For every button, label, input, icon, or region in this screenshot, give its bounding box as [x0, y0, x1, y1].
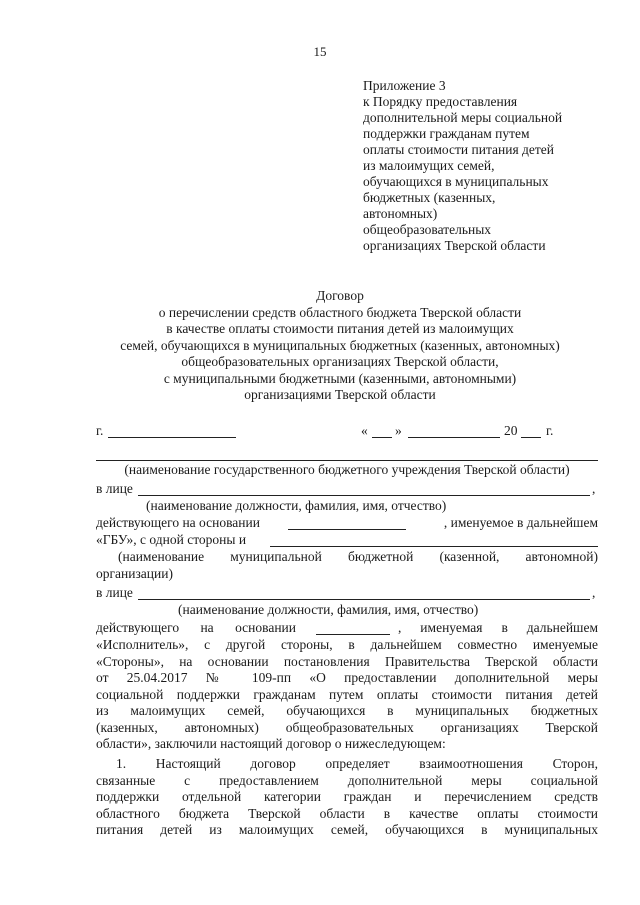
title-line: с муниципальными бюджетными (казенными, автономными): [163, 370, 517, 386]
org-name-hint: (наименование муниципальной бюджетной (казенной, автономной): [118, 549, 598, 564]
appendix-line: дополнительной меры социальной: [363, 110, 563, 125]
appendix-line: обучающихся в муниципальных: [363, 174, 549, 189]
appendix-line: к Порядку предоставления: [363, 94, 518, 109]
text-line: 1. Настоящий договор определяет взаимоотношения Сторон,: [116, 756, 598, 771]
rep-label: в лице: [96, 481, 133, 496]
text-line: области», заключили настоящий договор о нижеследующем:: [96, 736, 446, 751]
appendix-line: оплаты стоимости питания детей: [363, 142, 555, 157]
text-line: социальной поддержки гражданам путем оплаты стоимости питания детей: [96, 686, 598, 702]
city-blank: [108, 437, 236, 438]
text-line: областного бюджета Тверской области в качестве оплаты стоимости: [96, 805, 598, 821]
date-open-quote: «: [361, 423, 368, 438]
text-line: от 25.04.2017 № 109-пп «О предоставлении дополнительной меры: [96, 670, 598, 685]
year-blank: [521, 437, 541, 438]
named-as: , именуемое в дальнейшем: [443, 515, 598, 530]
text-line: из малоимущих семей, обучающихся в муниципальных бюджетных: [96, 703, 598, 718]
city-prefix: г.: [96, 423, 104, 438]
rep-hint: (наименование должности, фамилия, имя, отчество): [146, 498, 447, 513]
org-name-hint-cont: организации): [96, 566, 173, 581]
year-suffix: г.: [546, 423, 554, 438]
appendix-line: организациях Тверской области: [363, 238, 546, 253]
rep-comma: ,: [592, 481, 596, 496]
appendix-line: из малоимущих семей,: [363, 158, 495, 173]
basis2-blank: [316, 634, 390, 635]
text-line: связанные с предоставлением дополнительной меры социальной: [96, 772, 598, 788]
page-number: 15: [313, 44, 327, 59]
day-blank: [372, 437, 392, 438]
title-line: общеобразовательных организациях Тверской области,: [181, 354, 499, 369]
preamble-paragraph: [96, 637, 598, 753]
text-line: поддержки отдельной категории граждан и перечислением средств: [96, 789, 598, 804]
appendix-header: [363, 78, 562, 254]
rep-blank: [138, 495, 590, 496]
rep2-label: в лице: [96, 585, 133, 600]
text-line: «Исполнитель», с другой стороны, в дальнейшем совместно именуемые: [96, 637, 598, 652]
clause-1-paragraph: [96, 756, 598, 839]
title-line: в качестве оплаты стоимости питания детей из малоимущих: [166, 321, 514, 336]
basis2-label: действующего на основании: [96, 620, 296, 635]
basis-blank: [288, 529, 406, 530]
org-name-blank: [270, 546, 598, 547]
text-line: «Стороны», на основании постановления Правительства Тверской области: [96, 653, 598, 669]
text-line: (казенных, автономных) общеобразовательных организациях Тверской: [96, 719, 598, 735]
gbu-name-hint: (наименование государственного бюджетного учреждения Тверской области): [124, 462, 570, 477]
title-line: о перечислении средств областного бюджета Тверской области: [158, 304, 522, 320]
gbu-party-text: «ГБУ», с одной стороны и: [96, 532, 247, 547]
title-line: организациями Тверской области: [244, 387, 436, 402]
named-as-2: , именуемая в дальнейшем: [398, 620, 598, 635]
rep2-comma: ,: [592, 585, 596, 600]
appendix-line: поддержки гражданам путем: [363, 126, 530, 141]
document-title: [80, 288, 600, 404]
rep2-blank: [138, 599, 590, 600]
basis-label: действующего на основании: [96, 515, 260, 530]
appendix-line: общеобразовательных: [363, 222, 492, 237]
title-line: Договор: [316, 288, 364, 303]
appendix-line: бюджетных (казенных,: [363, 190, 496, 205]
title-line: семей, обучающихся в муниципальных бюджетных (казенных, автономных): [120, 337, 560, 353]
appendix-line: Приложение 3: [363, 78, 446, 93]
text-line: питания детей из малоимущих семей, обучающихся в муниципальных: [96, 822, 598, 837]
gbu-name-blank: [96, 460, 598, 461]
month-blank: [408, 437, 500, 438]
appendix-line: автономных): [363, 206, 438, 221]
year-prefix: 20: [504, 423, 518, 438]
rep2-hint: (наименование должности, фамилия, имя, отчество): [178, 602, 479, 617]
date-close-quote: »: [395, 423, 402, 438]
